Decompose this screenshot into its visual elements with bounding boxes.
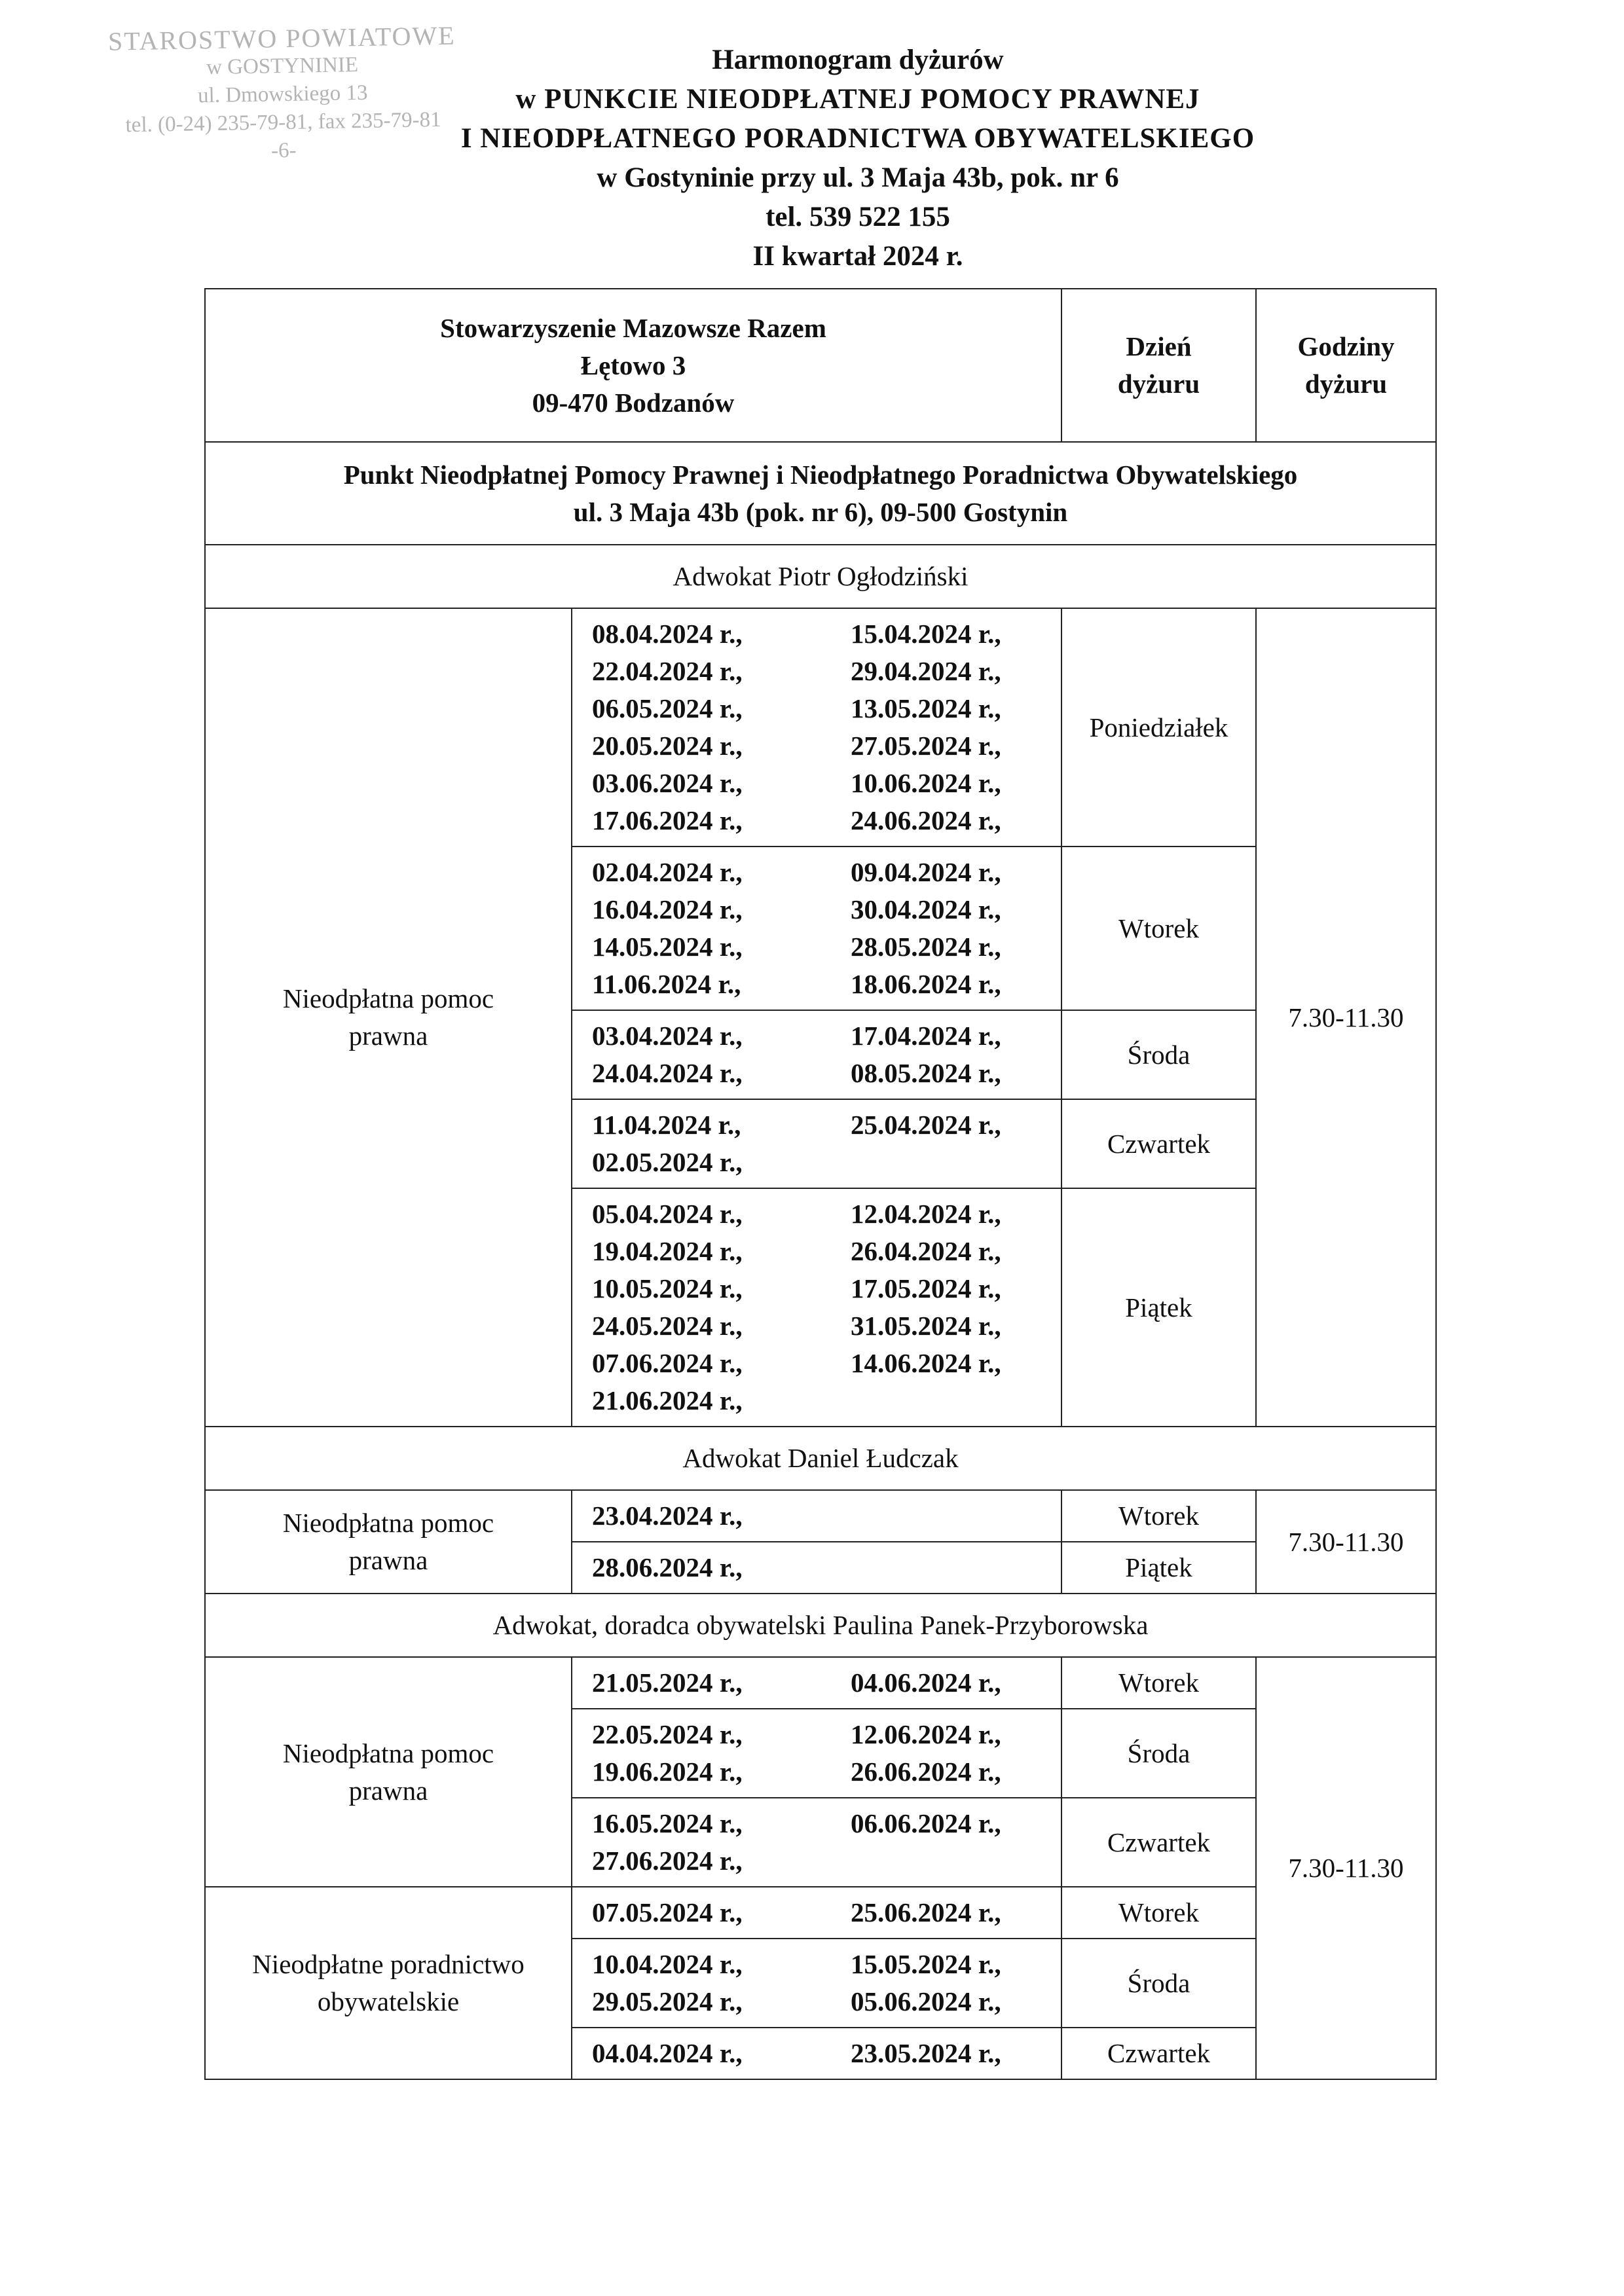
duty-date: 19.06.2024 r., [592,1757,743,1787]
dates-list [572,1894,1061,1931]
duty-date: 15.04.2024 r., [851,619,1001,649]
duty-date: 11.04.2024 r., [592,1110,741,1140]
duty-date: 03.04.2024 r., [592,1021,743,1051]
dates-list [572,1106,1061,1181]
duty-date: 14.05.2024 r., [592,932,743,962]
dates-list [572,1195,1061,1419]
duty-day: Piątek [1061,1188,1256,1427]
service-label: prawna [348,1021,428,1051]
duty-date: 03.06.2024 r., [592,768,743,798]
duty-date: 17.04.2024 r., [851,1021,1001,1051]
stamp-line: w GOSTYNINIE [206,53,359,80]
duty-date: 29.05.2024 r., [592,1986,743,2016]
dates-list [572,1497,1061,1535]
dates-list [572,854,1061,1003]
duty-date: 21.06.2024 r., [592,1385,743,1415]
duty-date: 23.05.2024 r., [851,2038,1001,2068]
duty-day: Środa [1061,1010,1256,1099]
document-header [0,41,1624,276]
duty-date: 27.05.2024 r., [851,731,1001,761]
duty-day: Czwartek [1061,1798,1256,1887]
duty-day: Piątek [1061,1542,1256,1594]
duty-date: 11.06.2024 r., [592,969,741,999]
duty-date: 09.04.2024 r., [851,857,1001,887]
duty-date: 07.05.2024 r., [592,1897,743,1927]
header-phone: tel. 539 522 155 [766,202,950,232]
duty-date: 21.05.2024 r., [592,1667,743,1698]
duty-date: 28.05.2024 r., [851,932,1001,962]
duty-day: Czwartek [1061,1099,1256,1188]
service-cell [205,1490,572,1594]
schedule-row [205,1657,1436,1709]
duty-day: Wtorek [1061,1657,1256,1709]
service-label: Nieodpłatna pomoc [282,1508,494,1538]
dates-cell [572,847,1061,1010]
duty-date: 05.06.2024 r., [851,1986,1001,2016]
duty-date: 24.05.2024 r., [592,1311,743,1341]
duty-date: 17.05.2024 r., [851,1273,1001,1303]
dates-cell [572,1490,1061,1542]
schedule-table [204,288,1437,2080]
duty-date: 04.04.2024 r., [592,2038,743,2068]
duty-date: 15.05.2024 r., [851,1949,1001,1979]
service-cell [205,608,572,1427]
dates-list [572,1946,1061,2020]
duty-date: 17.06.2024 r., [592,805,743,835]
duty-day: Środa [1061,1709,1256,1798]
service-label: obywatelskie [317,1986,460,2016]
duty-hours: 7.30-11.30 [1256,608,1436,1427]
service-label: prawna [348,1545,428,1575]
dates-cell [572,1798,1061,1887]
dates-list [572,1805,1061,1880]
dates-cell [572,1657,1061,1709]
header-line: I NIEODPŁATNEGO PORADNICTWA OBYWATELSKIEGO [460,123,1255,154]
punkt-row [205,442,1436,545]
dates-list [572,1549,1061,1586]
duty-date: 16.04.2024 r., [592,894,743,924]
duty-date: 14.06.2024 r., [851,1348,1001,1378]
column-header-text: dyżuru [1117,369,1200,399]
schedule-row [205,1887,1436,1939]
duty-date: 28.06.2024 r., [592,1552,743,1582]
service-label: Nieodpłatna pomoc [282,1738,494,1768]
duty-date: 05.04.2024 r., [592,1199,743,1229]
stamp-line: tel. (0-24) 235-79-81, fax 235-79-81 [125,107,441,137]
duty-date: 19.04.2024 r., [592,1236,743,1266]
duty-date: 18.06.2024 r., [851,969,1001,999]
punkt-address: ul. 3 Maja 43b (pok. nr 6), 09-500 Gostynin [573,496,1068,527]
dates-cell [572,608,1061,847]
organization-cell [205,289,1061,442]
duty-date: 25.04.2024 r., [851,1110,1001,1140]
service-cell [205,1657,572,1887]
duty-date: 06.06.2024 r., [851,1808,1001,1838]
duty-date: 10.05.2024 r., [592,1273,743,1303]
dates-cell [572,1188,1061,1427]
duty-date: 24.04.2024 r., [592,1058,743,1088]
person-row [205,1594,1436,1657]
header-address: w Gostyninie przy ul. 3 Maja 43b, pok. nr 6 [597,162,1119,193]
organization-street: Łętowo 3 [580,350,686,380]
person-row [205,1427,1436,1490]
header-quarter: II kwartał 2024 r. [752,241,963,272]
duty-date: 07.06.2024 r., [592,1348,743,1378]
duty-date: 20.05.2024 r., [592,731,743,761]
duty-date: 24.06.2024 r., [851,805,1001,835]
punkt-cell [205,442,1436,545]
duty-date: 27.06.2024 r., [592,1846,743,1876]
dates-list [572,1017,1061,1092]
duty-day: Wtorek [1061,847,1256,1010]
hours-column-header [1256,289,1436,442]
duty-date: 22.05.2024 r., [592,1719,743,1749]
duty-day: Czwartek [1061,2028,1256,2079]
duty-date: 08.04.2024 r., [592,619,743,649]
duty-date: 12.04.2024 r., [851,1199,1001,1229]
dates-cell [572,1010,1061,1099]
duty-date: 02.05.2024 r., [592,1147,743,1177]
duty-day: Środa [1061,1939,1256,2028]
dates-list [572,1664,1061,1702]
service-label: Nieodpłatna pomoc [282,983,494,1013]
duty-hours: 7.30-11.30 [1256,1657,1436,2079]
duty-date: 10.04.2024 r., [592,1949,743,1979]
person-cell: Adwokat Piotr Ogłodziński [205,545,1436,608]
duty-date: 31.05.2024 r., [851,1311,1001,1341]
duty-date: 04.06.2024 r., [851,1667,1001,1698]
schedule-row [205,608,1436,847]
stamp-line: STAROSTWO POWIATOWE [107,20,456,56]
dates-cell [572,1542,1061,1594]
column-header-text: Godziny [1297,331,1395,361]
duty-day: Poniedziałek [1061,608,1256,847]
duty-date: 08.05.2024 r., [851,1058,1001,1088]
person-row [205,545,1436,608]
stamp-line: -6- [270,138,297,163]
duty-date: 10.06.2024 r., [851,768,1001,798]
dates-list [572,2035,1061,2072]
duty-date: 26.04.2024 r., [851,1236,1001,1266]
duty-date: 16.05.2024 r., [592,1808,743,1838]
dates-cell [572,2028,1061,2079]
dates-cell [572,1939,1061,2028]
duty-date: 12.06.2024 r., [851,1719,1001,1749]
stamp-line: ul. Dmowskiego 13 [197,81,368,108]
organization-name: Stowarzyszenie Mazowsze Razem [440,312,826,343]
table-header-row [205,289,1436,442]
duty-date: 23.04.2024 r., [592,1501,743,1531]
person-cell: Adwokat Daniel Łudczak [205,1427,1436,1490]
service-cell [205,1887,572,2079]
dates-cell [572,1099,1061,1188]
person-cell: Adwokat, doradca obywatelski Paulina Panek-Przyborowska [205,1594,1436,1657]
duty-date: 30.04.2024 r., [851,894,1001,924]
organization-city: 09-470 Bodzanów [532,387,735,418]
duty-date: 26.06.2024 r., [851,1757,1001,1787]
header-title: Harmonogram dyżurów [712,45,1004,75]
service-label: Nieodpłatne poradnictwo [252,1949,525,1979]
day-column-header [1061,289,1256,442]
duty-date: 06.05.2024 r., [592,693,743,723]
duty-date: 02.04.2024 r., [592,857,743,887]
dates-cell [572,1887,1061,1939]
dates-list [572,1716,1061,1791]
schedule-row [205,1490,1436,1542]
dates-cell [572,1709,1061,1798]
column-header-text: Dzień [1126,331,1192,361]
duty-date: 13.05.2024 r., [851,693,1001,723]
duty-hours: 7.30-11.30 [1256,1490,1436,1594]
duty-day: Wtorek [1061,1887,1256,1939]
duty-day: Wtorek [1061,1490,1256,1542]
duty-date: 22.04.2024 r., [592,656,743,686]
header-line: w PUNKCIE NIEODPŁATNEJ POMOCY PRAWNEJ [515,84,1200,115]
column-header-text: dyżuru [1304,369,1388,399]
dates-list [572,615,1061,839]
duty-date: 25.06.2024 r., [851,1897,1001,1927]
duty-date: 29.04.2024 r., [851,656,1001,686]
punkt-name: Punkt Nieodpłatnej Pomocy Prawnej i Nieodpłatnego Poradnictwa Obywatelskiego [343,459,1298,490]
service-label: prawna [348,1775,428,1806]
